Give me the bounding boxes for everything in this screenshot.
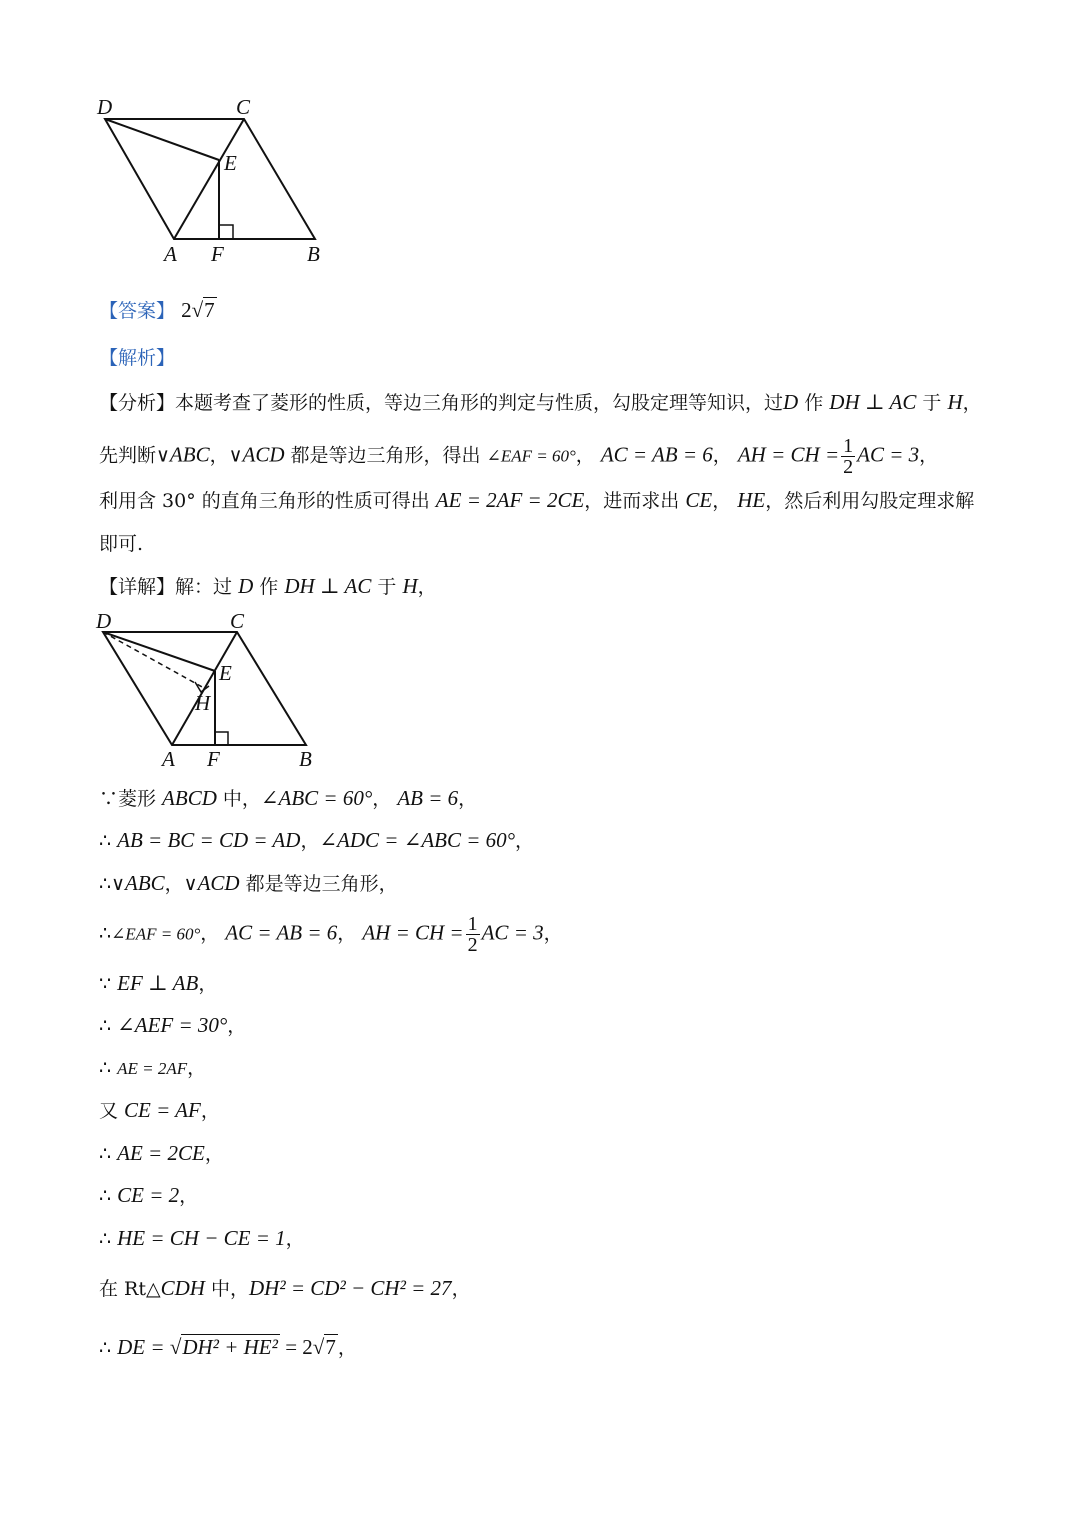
s11a: ∴ [99, 1228, 118, 1250]
s2m1: AB = BC = CD = AD [117, 828, 301, 852]
s1m2: AB = 6 [397, 786, 459, 810]
fenxi-3d: ，然后利用勾股定理求解 [765, 490, 975, 512]
s1d: ， [458, 788, 478, 810]
s13m1: DE = [117, 1335, 170, 1359]
step-3 [99, 871, 398, 896]
fenxi-2acd: ACD [242, 442, 285, 467]
s7a: ∴ [99, 1057, 118, 1079]
step-12 [99, 1276, 471, 1301]
segment-de [105, 119, 219, 160]
fenxi-4: 即可. [99, 533, 144, 555]
s6m: ∠AEF = 30° [117, 1013, 228, 1037]
step-6 [99, 1013, 246, 1038]
s4-den: 2 [467, 934, 478, 956]
s1a: ∵菱形 [99, 788, 163, 810]
segment2-dh-dashed [103, 632, 204, 688]
s5a: ∵ [99, 973, 118, 995]
s12m: DH² = CD² − CH² = 27 [248, 1276, 452, 1300]
label2-a: A [162, 747, 175, 771]
s3c: 都是等边三角形， [239, 873, 398, 895]
s10a: ∴ [99, 1185, 118, 1207]
label2-h: H [195, 691, 211, 715]
fenxi-2d: ， [575, 444, 595, 467]
s4c: ， [337, 922, 357, 945]
fenxi-2f: ， [919, 444, 939, 467]
fenxi-tag: 【分析】 [99, 392, 176, 414]
step-13: ∴ DE = √DH² + HE² = 2√7 ， [99, 1335, 357, 1359]
fenxi-math-1: DH ⊥ AC [829, 390, 917, 414]
answer-tag: 【答案】 [99, 300, 176, 322]
s1b: 中， [216, 788, 261, 810]
s4-half-fraction [466, 914, 480, 955]
fenxi-2b: ，∨ [209, 444, 243, 467]
s6a: ∴ [99, 1015, 118, 1037]
label-f: F [211, 242, 224, 266]
answer-coef: 2 [181, 298, 192, 322]
fenxi-2acab: AC = AB = 6 [600, 442, 713, 467]
s11b: ， [285, 1228, 305, 1250]
s10b: ， [179, 1185, 199, 1207]
fenxi-2c: 都是等边三角形，得出 [284, 444, 487, 467]
xiangjie-end: ， [417, 576, 437, 598]
fenxi-3math: AE = 2AF = 2CE [435, 488, 585, 512]
label2-e: E [219, 661, 232, 685]
s9a: ∴ [99, 1143, 118, 1165]
step-7 [99, 1056, 206, 1081]
s12a: 在 Rt△ [99, 1278, 161, 1300]
s9b: ， [204, 1143, 224, 1165]
fenxi-2eaf: ∠EAF = 60° [486, 446, 576, 466]
fenxi-3he: HE [737, 488, 766, 512]
fenxi-2a: 先判断∨ [99, 444, 170, 467]
label-e: E [224, 151, 237, 175]
s10m: CE = 2 [117, 1183, 180, 1207]
s3b: ，∨ [164, 873, 198, 895]
xiangjie-d: D [238, 574, 254, 598]
fenxi-line-2 [99, 436, 938, 477]
s13-radicand: DH² + HE² [182, 1335, 278, 1359]
s13a: ∴ [99, 1337, 118, 1359]
fenxi-3b: ，进而求出 [584, 490, 686, 512]
s13-r2: 7 [325, 1335, 336, 1359]
s4d: ， [543, 922, 563, 945]
s13m2: = 2 [279, 1335, 313, 1359]
label-d: D [97, 95, 113, 119]
label2-c: C [230, 609, 245, 633]
fenxi-2ahch: AH = CH = [737, 442, 840, 467]
s7b: ， [187, 1057, 207, 1079]
figure-rhombus-1-svg [90, 90, 350, 270]
s2c: ， [515, 830, 535, 852]
right-angle-mark [219, 225, 233, 239]
s2a: ∴ [99, 830, 118, 852]
s8a: 又 [99, 1100, 125, 1122]
step-5 [99, 971, 217, 996]
fenxi-3a: 利用含 30° 的直角三角形的性质可得出 [99, 490, 436, 512]
fenxi-frac-num: 1 [843, 435, 854, 457]
fenxi-2e: ， [712, 444, 732, 467]
xiangjie-yu: 于 [371, 576, 403, 598]
fenxi-2abc: ABC [169, 442, 210, 467]
label-c: C [236, 95, 251, 119]
label-b: B [307, 242, 320, 266]
fenxi-line-4 [99, 532, 143, 556]
figure-rhombus-1 [90, 90, 350, 274]
fenxi-yu: 于 [916, 392, 948, 414]
segment-ac [174, 119, 244, 239]
s12c: ， [451, 1278, 471, 1300]
fenxi-d: D [783, 390, 799, 414]
s4m3: AH = CH = [362, 920, 464, 945]
xiangjie-tag: 【详解】 [99, 576, 176, 598]
s7m: AE = 2AF [117, 1059, 188, 1078]
step-8 [99, 1098, 220, 1123]
s3acd: ACD [197, 871, 240, 895]
fenxi-zuo: 作 [798, 392, 830, 414]
xiangjie-zuo: 作 [253, 576, 285, 598]
s12cdh: CDH [160, 1276, 205, 1300]
s1abcd: ABCD [162, 786, 217, 810]
xiangjie-line [99, 574, 437, 599]
s8b: ， [200, 1100, 220, 1122]
fenxi-half-fraction [841, 436, 855, 477]
label2-b: B [299, 747, 312, 771]
xiangjie-intro: 解：过 [175, 576, 239, 598]
right-angle-mark-f [215, 732, 228, 745]
s6b: ， [227, 1015, 247, 1037]
s1m1: ∠ABC = 60° [260, 786, 373, 810]
s2m2: ∠ADC = ∠ABC = 60° [319, 828, 516, 852]
fenxi-line-3 [99, 488, 974, 513]
s5m: EF ⊥ AB [117, 971, 199, 995]
label-a: A [164, 242, 177, 266]
step-4 [99, 914, 563, 955]
xiangjie-math: DH ⊥ AC [284, 574, 372, 598]
step-1 [99, 786, 477, 811]
fenxi-end-1: ， [962, 392, 982, 414]
s4m1: ∠EAF = 60° [111, 924, 201, 944]
fenxi-2ac3: AC = 3 [857, 442, 920, 467]
figure-rhombus-2-svg [90, 604, 330, 774]
s4b: ， [200, 922, 220, 945]
fenxi-line-1 [99, 390, 982, 415]
s11m: HE = CH − CE = 1 [117, 1226, 286, 1250]
fenxi-text-1: 本题考查了菱形的性质，等边三角形的判定与性质，勾股定理等知识，过 [175, 392, 784, 414]
s3a: ∴∨ [99, 873, 125, 895]
s3abc: ABC [125, 871, 165, 895]
s8m: CE = AF [124, 1098, 201, 1122]
s13b: ， [337, 1337, 357, 1359]
s12b: 中， [204, 1278, 249, 1300]
answer-line: 【答案】 2√7 [99, 298, 215, 322]
s4m2: AC = AB = 6 [225, 920, 338, 945]
s9m: AE = 2CE [117, 1141, 205, 1165]
analysis-tag: 【解析】 [99, 347, 176, 369]
figure-rhombus-2 [90, 604, 330, 778]
s1c: ， [372, 788, 392, 810]
segment2-de [103, 632, 215, 671]
label2-f: F [207, 747, 220, 771]
fenxi-3c: ， [712, 490, 732, 512]
s4-num: 1 [467, 913, 478, 935]
fenxi-3ce: CE [685, 488, 713, 512]
xiangjie-h: H [402, 574, 418, 598]
s2b: ， [300, 830, 320, 852]
answer-radicand: 7 [204, 298, 215, 322]
analysis-tag-line [99, 346, 175, 370]
label2-d: D [96, 609, 112, 633]
step-11 [99, 1226, 305, 1251]
s4m4: AC = 3 [481, 920, 544, 945]
step-2 [99, 828, 534, 853]
step-9 [99, 1141, 224, 1166]
s4a: ∴ [99, 922, 112, 945]
s5b: ， [198, 973, 218, 995]
step-10 [99, 1183, 198, 1208]
fenxi-frac-den: 2 [843, 456, 854, 478]
fenxi-h: H [947, 390, 963, 414]
